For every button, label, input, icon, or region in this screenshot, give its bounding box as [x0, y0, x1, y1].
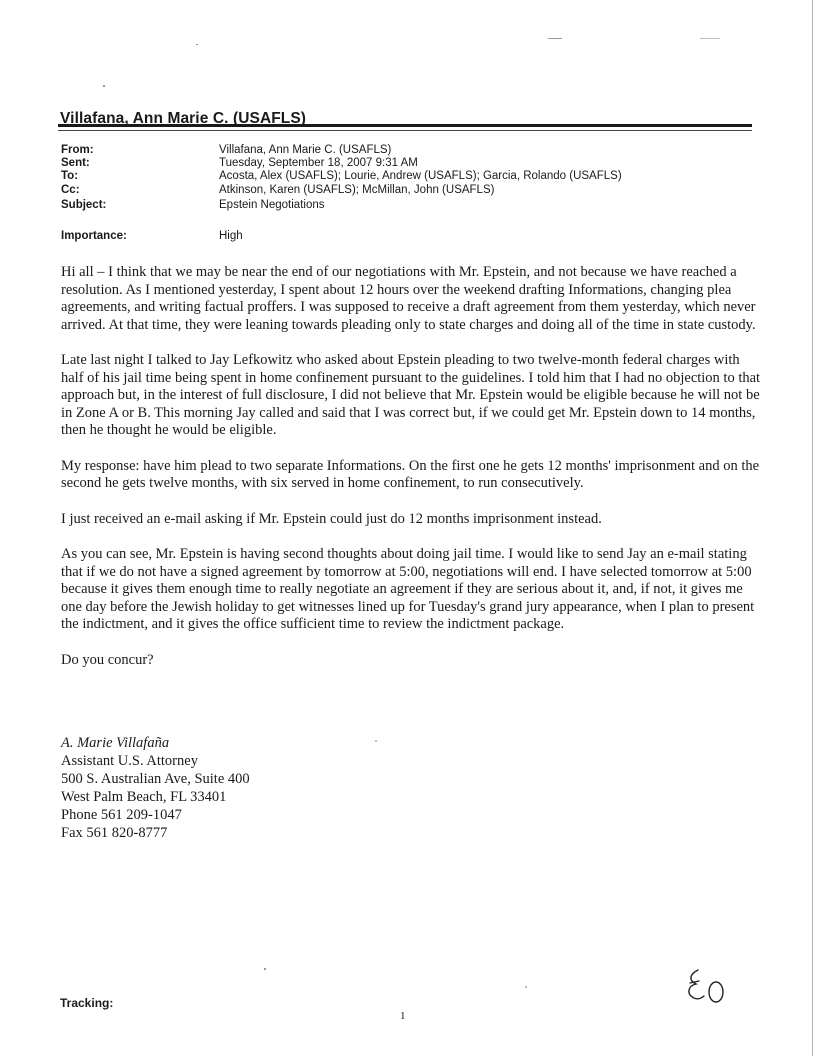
signature-block — [61, 734, 250, 842]
header-label: Subject: — [61, 199, 107, 211]
scan-speck — [264, 968, 266, 970]
header-label: Sent: — [61, 157, 90, 169]
body-paragraph: Late last night I talked to Jay Lefkowitz who asked about Epstein pleading to two twelve-month federal charges with half of his jail time being spent in home confinement pursuant to the guidelines. I told him that I had no objection to that approach but, in the interest of full disclosure, I did not believe that Mr. Epstein would be eligible because he will not be in Zone A or B. This morning Jay called and said that I was correct but, if we could get Mr. Epstein down to 14 months, then he thought he would be eligible. — [61, 352, 761, 438]
scan-speck — [196, 44, 198, 45]
signature-line: Assistant U.S. Attorney — [61, 753, 198, 769]
handwritten-mark — [684, 966, 728, 1006]
email-title: Villafana, Ann Marie C. (USAFLS) — [60, 110, 307, 127]
header-label: To: — [61, 170, 79, 182]
page-number: 1 — [400, 1010, 406, 1022]
header-label: Importance: — [61, 230, 127, 242]
body-paragraph: I just received an e-mail asking if Mr. Epstein could just do 12 months imprisonment instead. — [61, 510, 602, 527]
header-value: Tuesday, September 18, 2007 9:31 AM — [219, 157, 418, 169]
tracking-label: Tracking: — [60, 996, 114, 1010]
scan-speck — [700, 38, 720, 39]
body-paragraph: Do you concur? — [61, 651, 154, 668]
body-paragraph: As you can see, Mr. Epstein is having second thoughts about doing jail time. I would like to send Jay an e-mail stating that if we do not have a signed agreement by tomorrow at 5:00, negotiations will end. I have selected tomorrow at 5:00 because it gives them enough time to really negotiate an agreement if they are serious about it, and, if not, it gives me one day before the Jewish holiday to get witnesses lined up for Tuesday's grand jury appearance, when I plan to present the indictment, and it gives the office sufficient time to review the indictment package. — [61, 546, 755, 632]
header-value: Atkinson, Karen (USAFLS); McMillan, John (USAFLS) — [219, 184, 495, 196]
header-label: Cc: — [61, 184, 80, 196]
signature-line: 500 S. Australian Ave, Suite 400 — [61, 771, 250, 787]
header-value: Villafana, Ann Marie C. (USAFLS) — [219, 144, 392, 156]
signature-line: West Palm Beach, FL 33401 — [61, 789, 227, 805]
scan-speck — [103, 85, 105, 87]
signature-name: A. Marie Villafaña — [61, 735, 170, 751]
page-edge — [812, 0, 813, 1056]
header-value: Acosta, Alex (USAFLS); Lourie, Andrew (USAFLS); Garcia, Rolando (USAFLS) — [219, 170, 622, 182]
scan-speck — [525, 986, 527, 988]
header-value: Epstein Negotiations — [219, 199, 325, 211]
header-label: From: — [61, 144, 94, 156]
title-rule-thin — [58, 130, 752, 131]
scan-speck — [375, 740, 377, 742]
body-paragraph: My response: have him plead to two separate Informations. On the first one he gets 12 months' imprisonment and on the second he gets twelve months, with six served in home confinement, to run consecutively. — [61, 457, 760, 491]
signature-line: Phone 561 209-1047 — [61, 807, 182, 823]
scan-speck — [548, 38, 562, 39]
title-rule — [58, 124, 752, 127]
signature-line: Fax 561 820-8777 — [61, 825, 168, 841]
email-body — [61, 264, 761, 687]
header-value: High — [219, 230, 243, 242]
body-paragraph: Hi all – I think that we may be near the end of our negotiations with Mr. Epstein, and not because we have reached a resolution. As I mentioned yesterday, I spent about 12 hours over the weekend drafting Informations, changing plea agreements, and writing factual proffers. I was supposed to receive a draft agreement from them yesterday, which never arrived. At that time, they were leaning towards pleading only to state charges and doing all of the time in state custody. — [61, 264, 756, 333]
